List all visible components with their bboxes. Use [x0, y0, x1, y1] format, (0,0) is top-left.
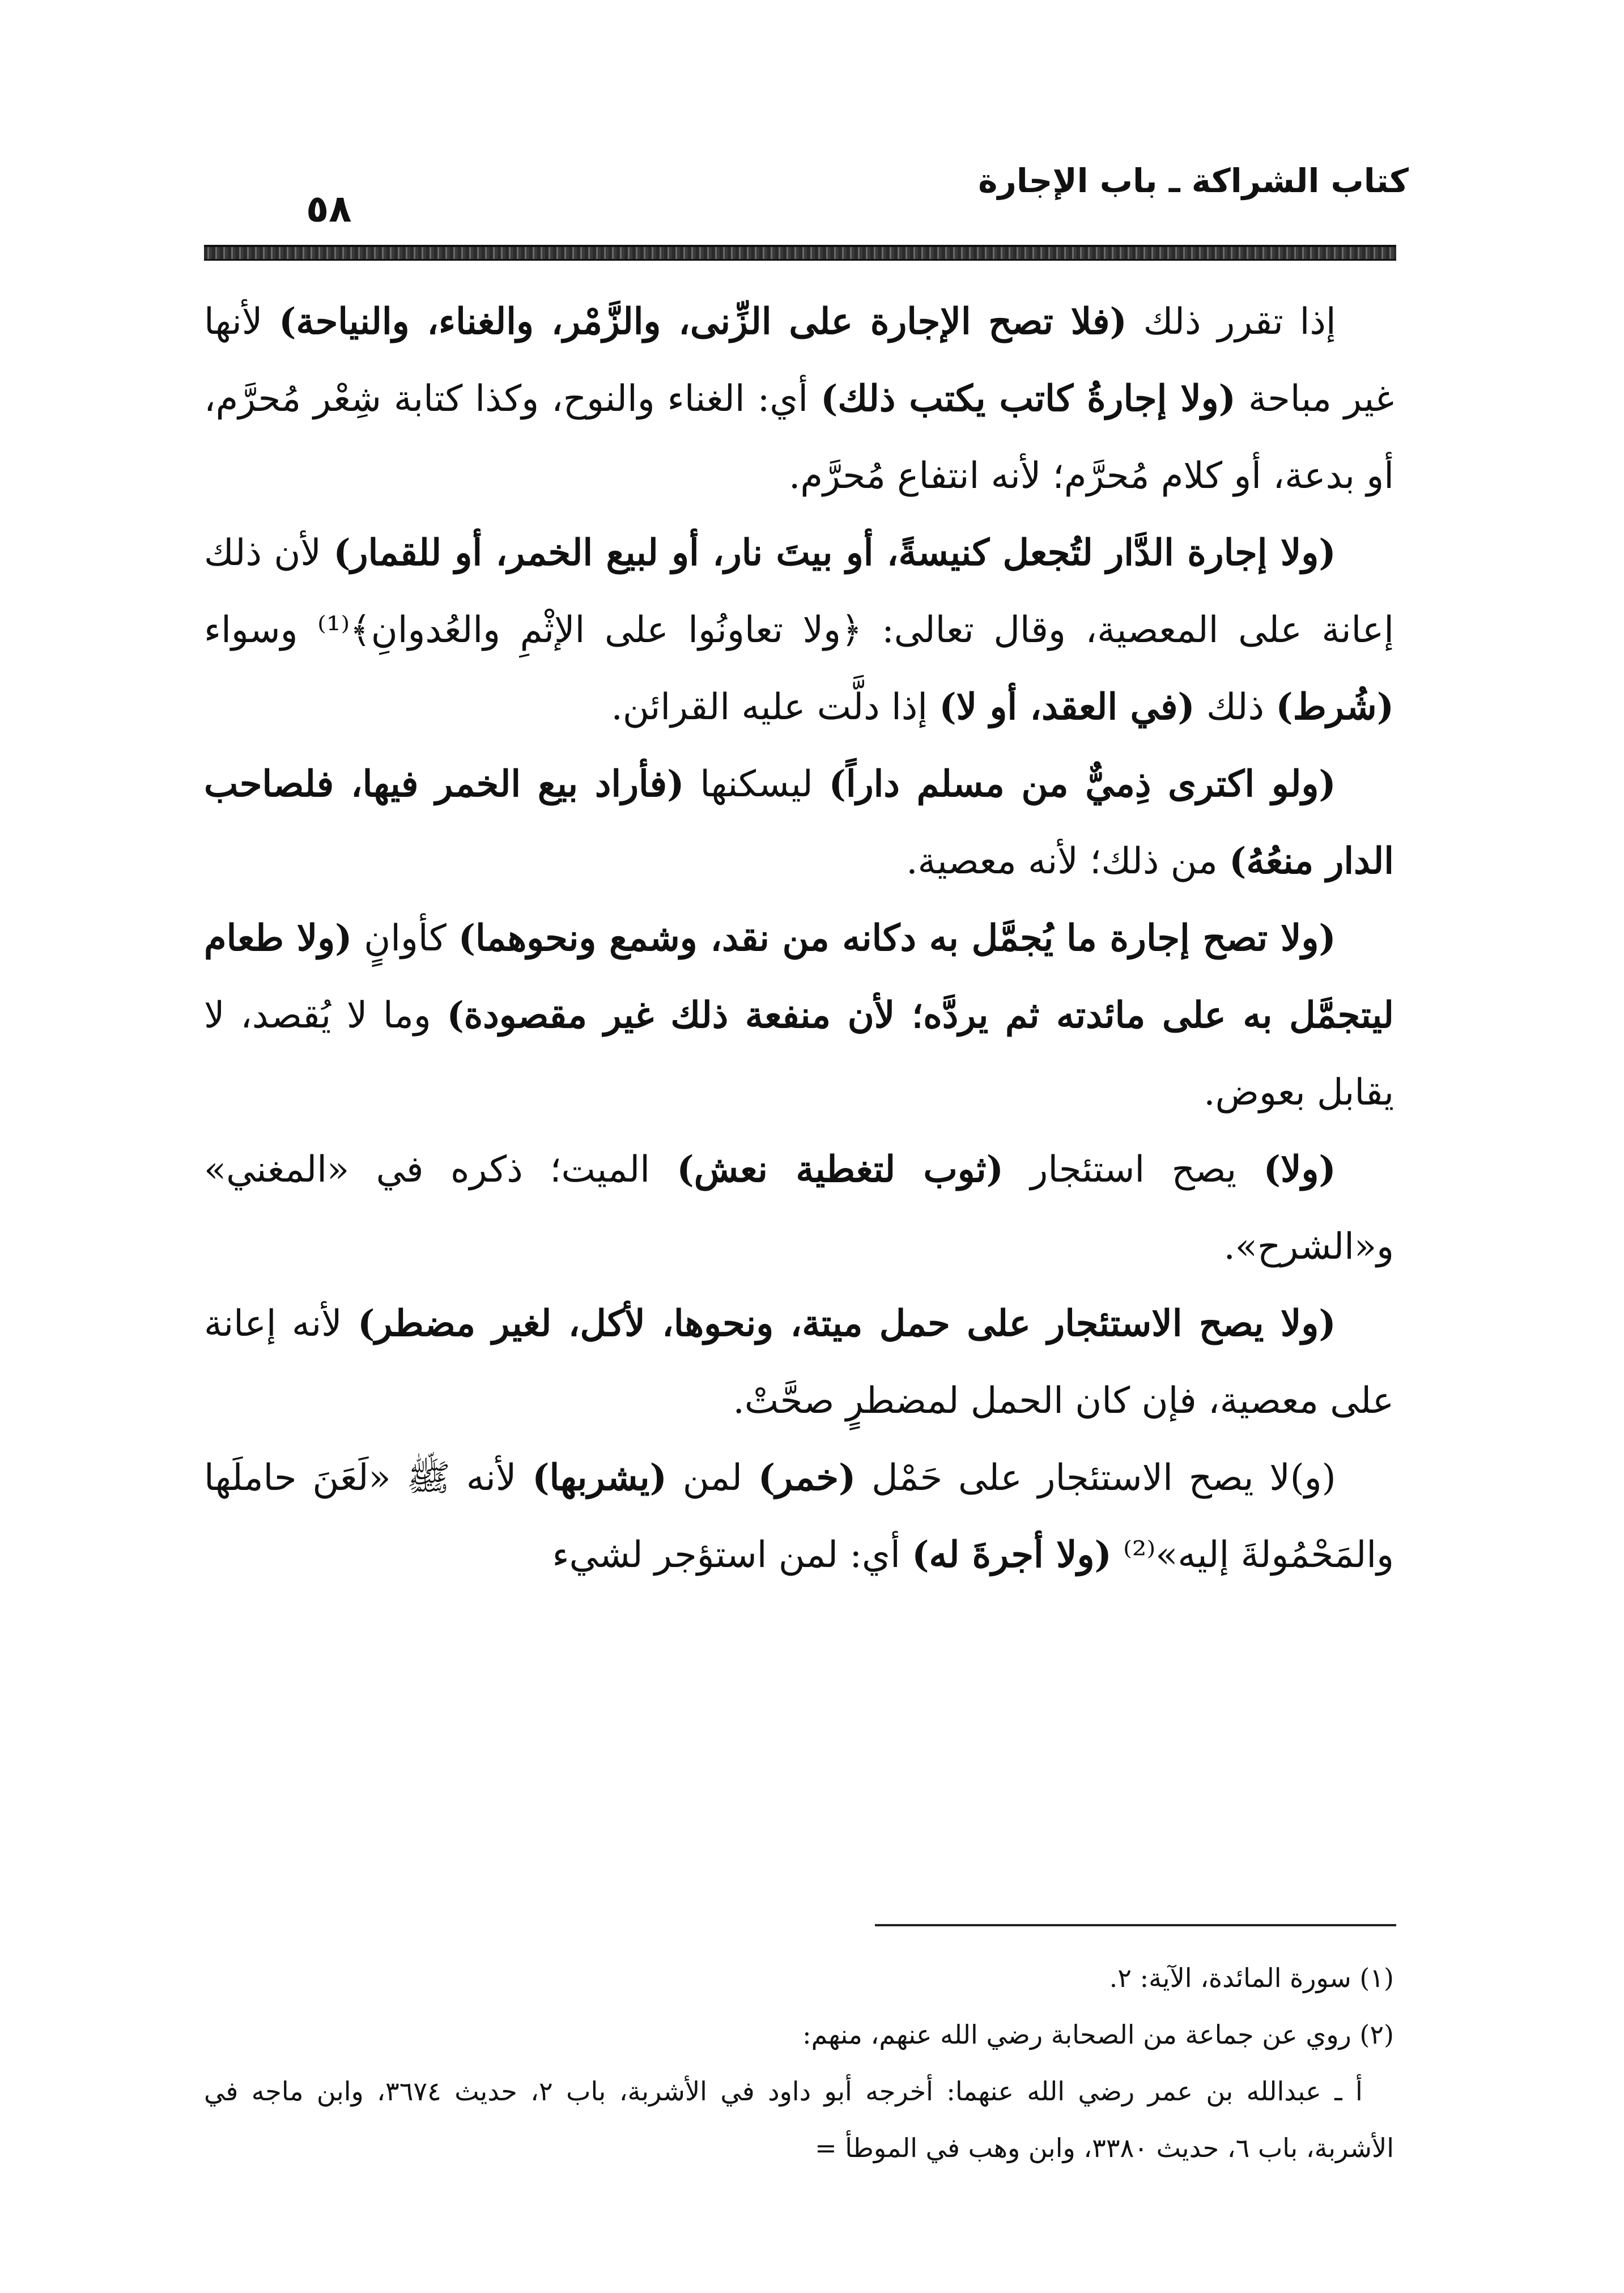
sharh-text: (و)لا يصح الاستئجار على حَمْل: [856, 1457, 1336, 1499]
matn-text: (ولا طعام ليتجمَّل به على مائدته ثم يردَّه؛ لأن منفعة ذلك غير مقصودة): [204, 917, 1395, 1037]
running-header-title: كتاب الشراكة ـ باب الإجارة: [978, 162, 1409, 200]
paragraph-7: [204, 1440, 1394, 1594]
sharh-text: وما لا يُقصد، لا يقابل بعوض.: [204, 995, 1394, 1114]
paragraph-2: [204, 515, 1394, 746]
sharh-text: كأوانٍ: [352, 918, 458, 959]
paragraph-4: [204, 900, 1394, 1131]
matn-text: (ولا إجارة الدَّار لتُجعل كنيسةً، أو بيتَ نار، أو لبيع الخمر، أو للقمار): [333, 532, 1336, 574]
footnote-2: (٢) روي عن جماعة من الصحابة رضي الله عنهم، منهم:: [802, 2019, 1394, 2050]
sharh-text: لأنه إعانة على معصية، فإن كان الحمل لمضطرٍ صحَّتْ.: [204, 1303, 1394, 1422]
paragraph-1: [204, 283, 1394, 515]
matn-text: (فأراد بيع الخمر فيها، فلصاحب الدار منعُهُ): [204, 763, 1394, 882]
sharh-text: من ذلك؛ لأنه معصية.: [906, 840, 1230, 882]
matn-text: (ولا أجرةَ له): [912, 1534, 1112, 1576]
sharh-text: يصح استئجار: [1003, 1149, 1264, 1191]
matn-text: (ولو اكترى ذِميٌّ من مسلم داراً): [828, 763, 1336, 805]
matn-text: (ثوب لتغطية نعش): [677, 1148, 1004, 1191]
matn-text: (يشربها): [532, 1457, 667, 1499]
sharh-text: لأن ذلك إعانة على المعصية، وقال تعالى: ﴿ولا تعاونُوا على الإثْمِ والعُدوانِ﴾⁽¹⁾ وسواء: [204, 532, 1395, 651]
sharh-text: ذلك: [1194, 686, 1276, 728]
paragraph-3: [204, 746, 1394, 900]
sharh-text: لأنها غير مباحة: [204, 301, 1395, 420]
matn-text: (ولا تصح إجارة ما يُجمَّل به دكانه من نقد، وشمع ونحوهما): [458, 917, 1336, 959]
paragraph-6: [204, 1285, 1394, 1440]
matn-text: (ولا): [1263, 1148, 1336, 1191]
sharh-text: ليسكنها: [684, 763, 829, 805]
main-text: [204, 283, 1394, 1594]
matn-text: (ولا يصح الاستئجار على حمل ميتة، ونحوها، لأكل، لغير مضطر): [358, 1302, 1336, 1345]
footnote-separator: [875, 1924, 1396, 1926]
sharh-text: أي: لمن استؤجر لشيء: [552, 1534, 912, 1576]
page-number: ٥٨: [306, 187, 352, 231]
footnotes: [204, 1950, 1394, 2176]
matn-text: (فلا تصح الإجارة على الزِّنى، والزَّمْر، والغناء، والنياحة): [279, 300, 1127, 343]
sharh-text: لمن: [666, 1457, 758, 1499]
sharh-text: إذا دلَّت عليه القرائن.: [611, 686, 939, 728]
paragraph-5: [204, 1131, 1394, 1285]
header-rule: [204, 245, 1396, 261]
matn-text: (في العقد، أو لا): [939, 686, 1195, 728]
matn-text: (شُرط): [1276, 686, 1394, 728]
sharh-text: إذا تقرر ذلك: [1126, 301, 1336, 343]
matn-text: (خمر): [758, 1457, 856, 1499]
matn-text: (ولا إجارةُ كاتب يكتب ذلك): [820, 377, 1236, 420]
footnote-2-item-a: أ ـ عبدالله بن عمر رضي الله عنهما: أخرجه أبو داود في الأشربة، باب ٢، حديث ٣٦٧٤، وابن ماجه في الأشربة، باب ٦، حديث ٣٣٨٠، وابن وهب في الموطأ =: [204, 2076, 1394, 2163]
sharh-text: أي: الغناء والنوح، وكذا كتابة شِعْر مُحرَّم، أو بدعة، أو كلام مُحرَّم؛ لأنه انتفاع مُحرَّم.: [204, 378, 1394, 497]
footnote-1: (١) سورة المائدة، الآية: ٢.: [1109, 1963, 1394, 1993]
sharh-text: لأنه ﷺ «لَعَنَ حاملَها والمَحْمُولةَ إليه»⁽²⁾: [204, 1457, 1394, 1576]
sharh-text: الميت؛ ذكره في «المغني» و«الشرح».: [204, 1149, 1394, 1268]
